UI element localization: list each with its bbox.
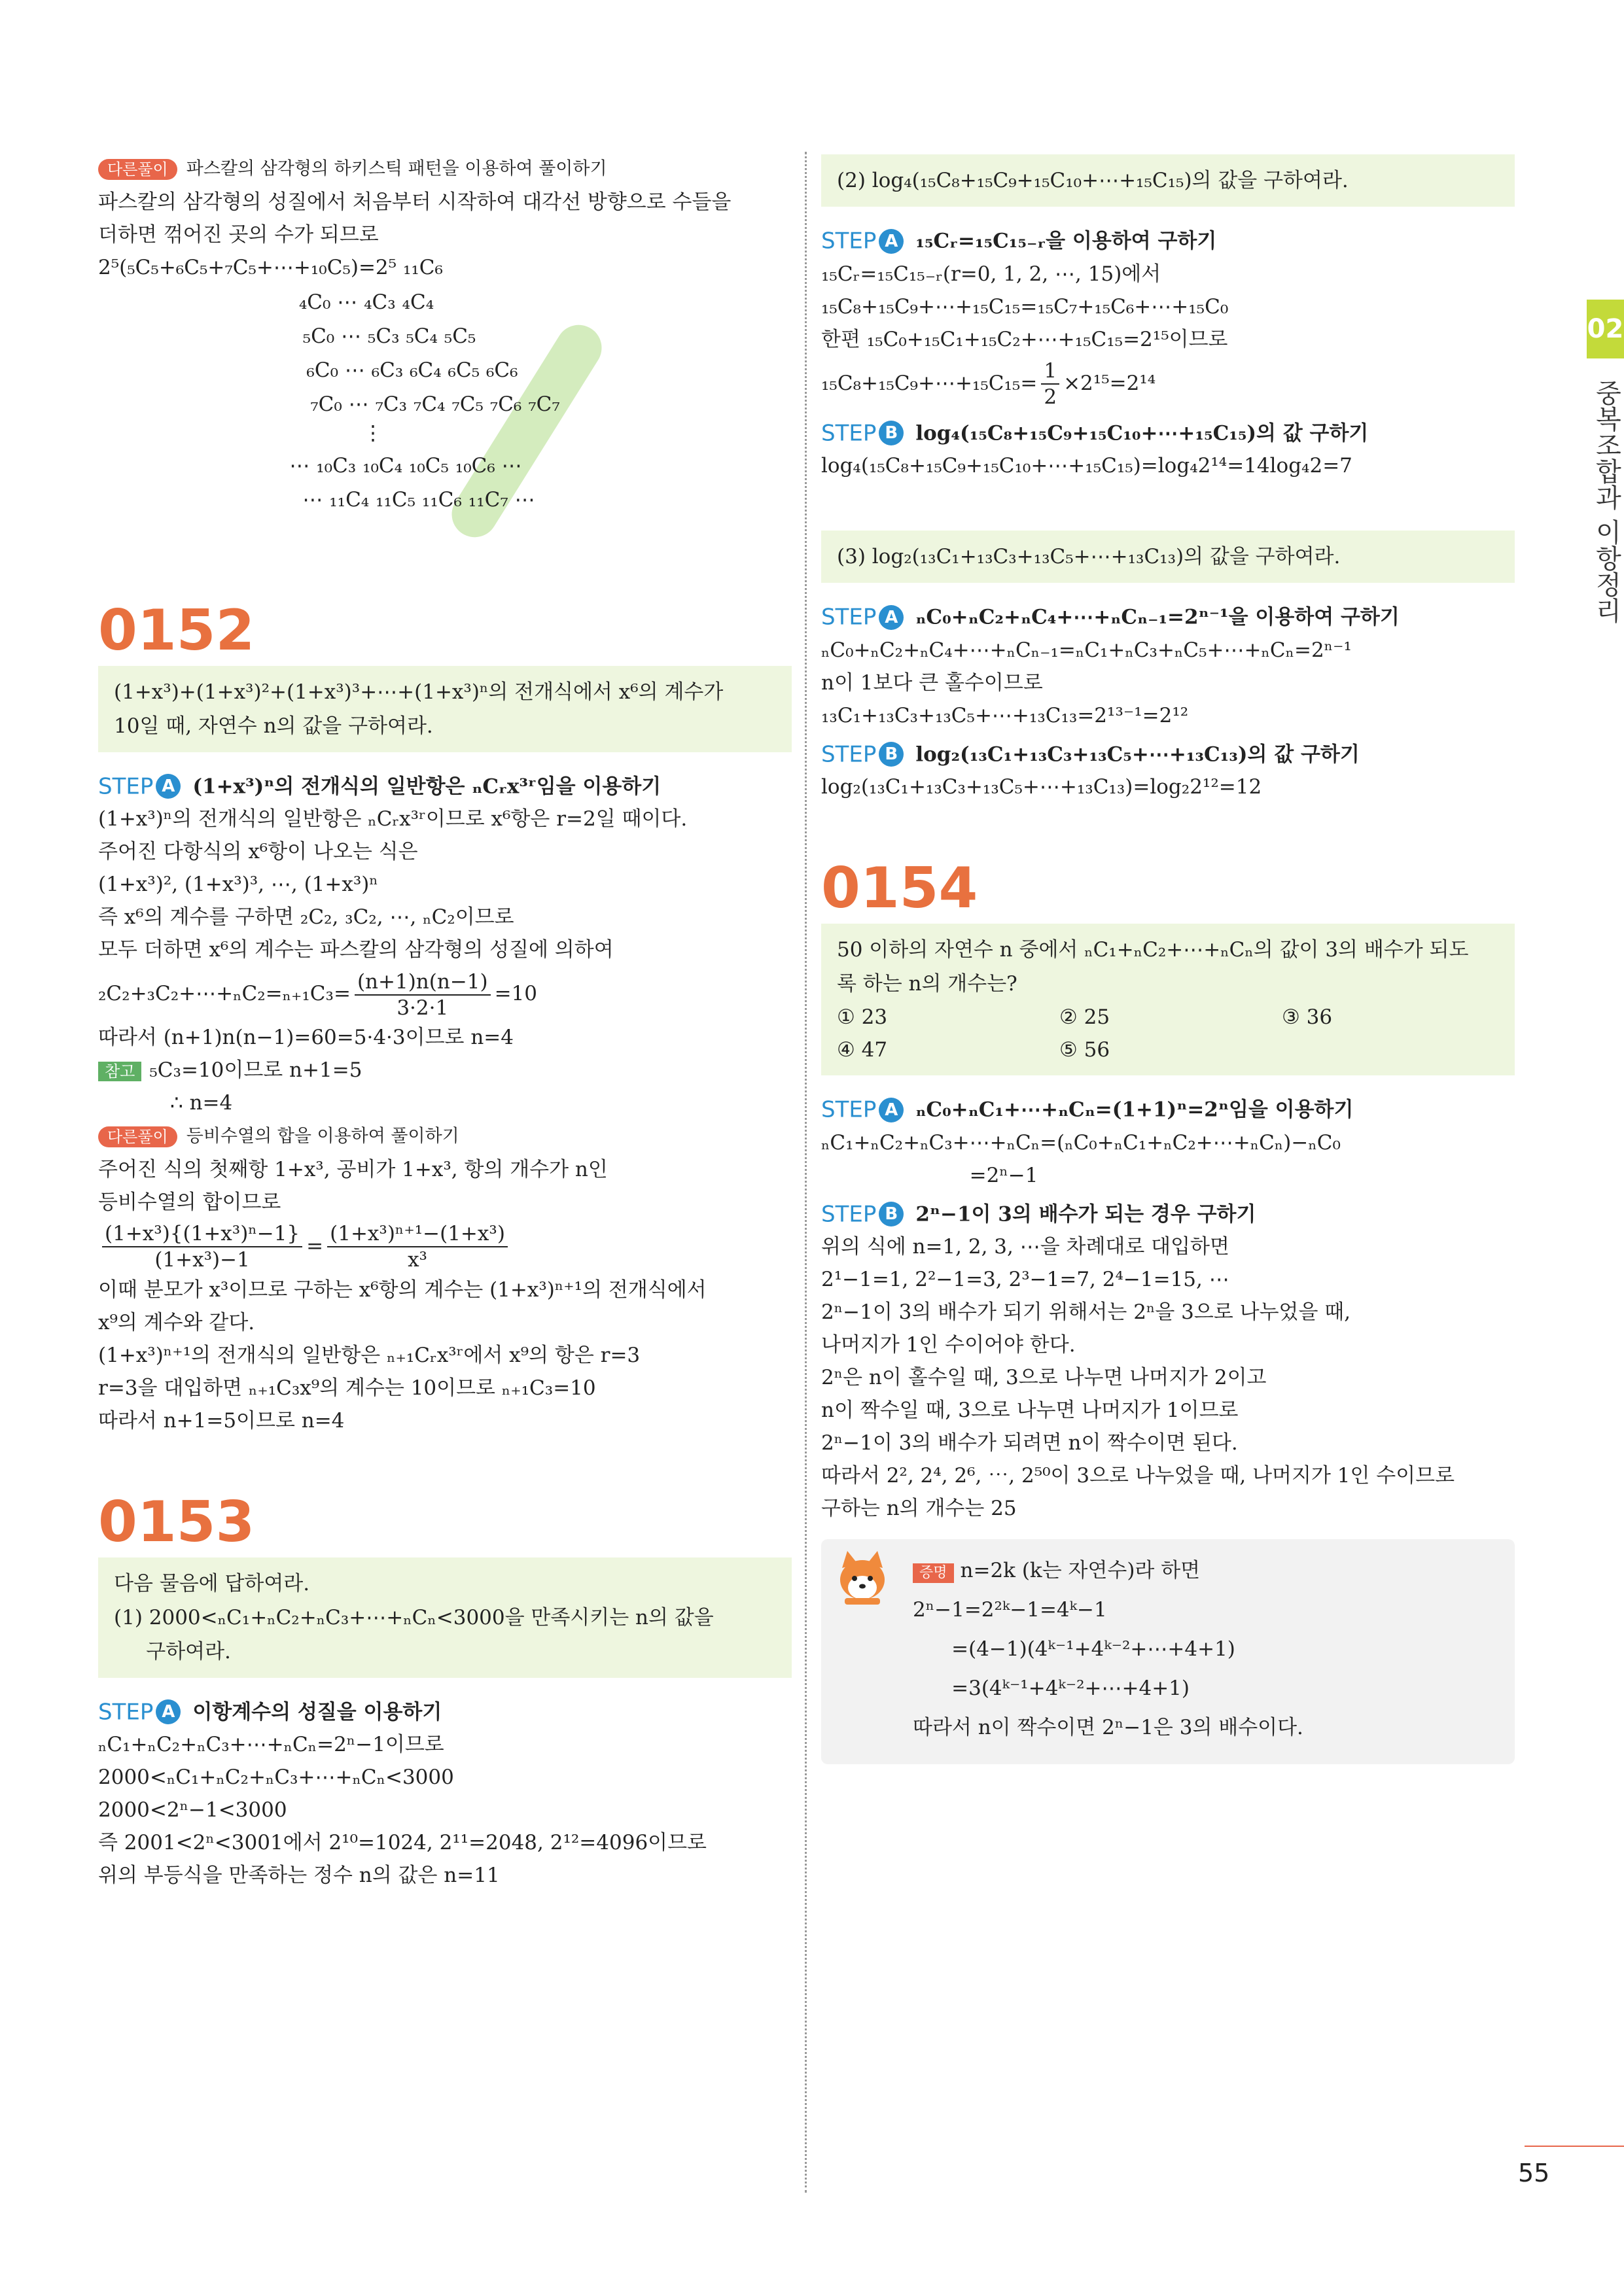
text-line: 따라서 2², 2⁴, 2⁶, ⋯, 2⁵⁰이 3으로 나누었을 때, 나머지가 1인 수이므로 xyxy=(821,1464,1455,1487)
proof-line: 2ⁿ−1=2²ᵏ−1=4ᵏ−1 xyxy=(913,1598,1107,1622)
text-line: 주어진 식의 첫째항 1+x³, 공비가 1+x³, 항의 개수가 n인 xyxy=(98,1157,608,1181)
problem-text: 10일 때, 자연수 n의 값을 구하여라. xyxy=(114,714,433,738)
triangle-row: ₆C₀ ⋯ ₆C₃ ₆C₄ ₆C₅ ₆C₆ xyxy=(306,358,518,382)
text-line: ₁₅Cᵣ=₁₅C₁₅₋ᵣ(r=0, 1, 2, ⋯, 15)에서 xyxy=(821,262,1161,286)
text-line: ₙC₀+ₙC₂+ₙC₄+⋯+ₙCₙ₋₁=ₙC₁+ₙC₃+ₙC₅+⋯+ₙCₙ=2ⁿ⁻¹ xyxy=(821,638,1352,662)
fraction: $\frac{1}{2}$ xyxy=(1041,358,1059,409)
problem-0152 xyxy=(98,598,792,1437)
proof-tag: 증명 xyxy=(913,1563,954,1583)
text-line: ∴ n=4 xyxy=(170,1091,233,1115)
text-line: 더하면 꺾어진 곳의 수가 되므로 xyxy=(98,222,379,247)
text-line: n이 1보다 큰 홀수이므로 xyxy=(821,670,1043,695)
option-1: ① 23 xyxy=(837,1005,888,1029)
option-5: ⑤ 56 xyxy=(1059,1038,1110,1062)
text-line: (1+x³)ⁿ⁺¹의 전개식의 일반항은 ₙ₊₁Cᵣx³ʳ에서 x⁹의 항은 r=3 xyxy=(98,1343,641,1367)
problem-0154 xyxy=(821,856,1515,1764)
text-line: 2ⁿ은 n이 홀수일 때, 3으로 나누면 나머지가 2이고 xyxy=(821,1366,1267,1389)
text-line: 나머지가 1인 수이어야 한다. xyxy=(821,1333,1076,1357)
left-column xyxy=(98,152,792,1892)
text-line: ₙC₁+ₙC₂+ₙC₃+⋯+ₙCₙ=2ⁿ−1이므로 xyxy=(98,1733,444,1756)
text-line: 한편 ₁₅C₀+₁₅C₁+₁₅C₂+⋯+₁₅C₁₅=2¹⁵이므로 xyxy=(821,327,1228,351)
right-column xyxy=(821,152,1515,1764)
text-line: 위의 식에 n=1, 2, 3, ⋯을 차례대로 대입하면 xyxy=(821,1235,1229,1259)
pascal-triangle xyxy=(98,290,792,539)
text-line: 모두 더하면 x⁶의 계수는 파스칼의 삼각형의 성질에 의하여 xyxy=(98,938,614,962)
problem-text: (1) 2000<ₙC₁+ₙC₂+ₙC₃+⋯+ₙCₙ<3000을 만족시키는 n의 값을 xyxy=(114,1605,714,1629)
sum-equation: ₂C₂+₃C₂+⋯+ₙC₂=ₙ₊₁C₃= $\frac{(n+1)n(n-1)}{3\cdot 2\cdot 1}$ =10 xyxy=(98,969,538,1020)
problem-box xyxy=(821,531,1515,583)
page-number: 55 xyxy=(1518,2159,1550,2187)
geometric-sum-equation: $\frac{\text{(1+x³)\{(1+x³)ⁿ−1\}}}{\text{(1+x³)−1}}$ = $\frac{\text{(1+x³)ⁿ⁺¹−(1+x³)}}{\text{x³}}$ xyxy=(98,1219,792,1274)
text-line: ₁₃C₁+₁₃C₃+₁₃C₅+⋯+₁₃C₁₃=2¹³⁻¹=2¹² xyxy=(821,703,1189,727)
triangle-row: ⋮ xyxy=(362,421,383,445)
chapter-title: 중복조합과 이항정리 xyxy=(1591,379,1621,623)
text-line: 이때 분모가 x³이므로 구하는 x⁶항의 계수는 (1+x³)ⁿ⁺¹의 전개식에서 xyxy=(98,1278,707,1302)
problem-text: (1+x³)+(1+x³)²+(1+x³)³+⋯+(1+x³)ⁿ의 전개식에서 x⁶의 계수가 xyxy=(114,680,724,704)
text-line: ₁₅C₈+₁₅C₉+⋯+₁₅C₁₅=₁₅C₇+₁₅C₆+⋯+₁₅C₀ xyxy=(821,294,1229,319)
step-a-heading: STEP A ₙC₀+ₙC₂+ₙC₄+⋯+ₙCₙ₋₁=2ⁿ⁻¹을 이용하여 구하기 xyxy=(821,604,1400,631)
problem-0153 xyxy=(98,1489,792,1892)
step-a-heading: STEP A ₙC₀+ₙC₁+⋯+ₙCₙ=(1+1)ⁿ=2ⁿ임을 이용하기 xyxy=(821,1096,1354,1123)
problem-text: 구하여라. xyxy=(114,1639,231,1663)
fraction: $\frac{\text{(1+x³)\{(1+x³)ⁿ−1\}}}{\text{(1+x³)−1}}$ xyxy=(102,1221,302,1272)
text-line: (1+x³)ⁿ의 전개식의 일반항은 ₙCᵣx³ʳ이므로 x⁶항은 r=2일 때이다. xyxy=(98,807,688,831)
step-a-heading: STEP A (1+x³)ⁿ의 전개식의 일반항은 ₙCᵣx³ʳ임을 이용하기 xyxy=(98,773,662,799)
option-4: ④ 47 xyxy=(837,1038,888,1062)
text-line: 2ⁿ−1이 3의 배수가 되려면 n이 짝수이면 된다. xyxy=(821,1431,1238,1455)
problem-box xyxy=(98,1557,792,1678)
option-2: ② 25 xyxy=(1059,1005,1110,1029)
step-b-heading: STEP B log₄(₁₅C₈+₁₅C₉+₁₅C₁₀+⋯+₁₅C₁₅)의 값 구하기 xyxy=(821,420,1369,446)
problem-number: 0154 xyxy=(821,856,978,921)
text-line: 주어진 다항식의 x⁶항이 나오는 식은 xyxy=(98,840,418,863)
question-3 xyxy=(821,531,1515,803)
triangle-row: ₅C₀ ⋯ ₅C₃ ₅C₄ ₅C₅ xyxy=(302,324,476,348)
text-line: 2000<ₙC₁+ₙC₂+ₙC₃+⋯+ₙCₙ<3000 xyxy=(98,1765,454,1789)
answer-options xyxy=(837,1001,1499,1066)
proof-line: 증명 n=2k (k는 자연수)라 하면 xyxy=(913,1551,1502,1590)
note-tag: 참고 xyxy=(98,1062,141,1081)
problem-text: 다음 물음에 답하여라. xyxy=(114,1571,310,1595)
step-a-heading: STEP A ₁₅Cᵣ=₁₅C₁₅₋ᵣ을 이용하여 구하기 xyxy=(821,228,1217,254)
text-line: log₄(₁₅C₈+₁₅C₉+₁₅C₁₀+⋯+₁₅C₁₅)=log₄2¹⁴=14log₄2=7 xyxy=(821,454,1352,478)
fox-mascot-icon xyxy=(833,1548,892,1607)
text-line: 파스칼의 삼각형의 성질에서 처음부터 시작하여 대각선 방향으로 수들을 xyxy=(98,190,732,214)
text-line: 즉 2001<2ⁿ<3001에서 2¹⁰=1024, 2¹¹=2048, 2¹²=4096이므로 xyxy=(98,1831,707,1854)
problem-number: 0152 xyxy=(98,597,255,663)
problem-text: (3) log₂(₁₃C₁+₁₃C₃+₁₃C₅+⋯+₁₃C₁₃)의 값을 구하여라. xyxy=(837,545,1341,568)
fraction: $\frac{\text{(1+x³)ⁿ⁺¹−(1+x³)}}{\text{x³}}$ xyxy=(327,1221,508,1272)
triangle-row: ⋯ ₁₀C₃ ₁₀C₄ ₁₀C₅ ₁₀C₆ ⋯ xyxy=(289,453,522,478)
alt-solution-heading: 다른풀이 등비수열의 합을 이용하여 풀이하기 xyxy=(98,1119,792,1153)
alt-solution-tag: 다른풀이 xyxy=(98,159,177,180)
conclusion: 따라서 (n+1)n(n−1)=60=5·4·3이므로 n=4 xyxy=(98,1026,514,1049)
problem-box xyxy=(98,666,792,752)
note: 참고 ₅C₃=10이므로 n+1=5 xyxy=(98,1054,792,1087)
alt-solution-title: 파스칼의 삼각형의 하키스틱 패턴을 이용하여 풀이하기 xyxy=(186,158,607,179)
alt-solution-tag: 다른풀이 xyxy=(98,1126,177,1147)
problem-box xyxy=(821,924,1515,1075)
step-b-heading: STEP B 2ⁿ−1이 3의 배수가 되는 경우 구하기 xyxy=(821,1201,1256,1227)
text-line: log₂(₁₃C₁+₁₃C₃+₁₃C₅+⋯+₁₃C₁₃)=log₂2¹²=12 xyxy=(821,775,1262,799)
text-line: 위의 부등식을 만족하는 정수 n의 값은 n=11 xyxy=(98,1864,500,1887)
proof-line: 따라서 n이 짝수이면 2ⁿ−1은 3의 배수이다. xyxy=(913,1716,1303,1739)
text-line: 2⁵(₅C₅+₆C₅+₇C₅+⋯+₁₀C₅)=2⁵ ₁₁C₆ xyxy=(98,255,443,279)
text-line: 따라서 n+1=5이므로 n=4 xyxy=(98,1408,345,1433)
text-line: 2¹−1=1, 2²−1=3, 2³−1=7, 2⁴−1=15, ⋯ xyxy=(821,1268,1229,1291)
text-line: r=3을 대입하면 ₙ₊₁C₃x⁹의 계수는 10이므로 ₙ₊₁C₃=10 xyxy=(98,1376,596,1400)
triangle-row: ₇C₀ ⋯ ₇C₃ ₇C₄ ₇C₅ ₇C₆ ₇C₇ xyxy=(310,392,560,416)
text-line: n이 짝수일 때, 3으로 나누면 나머지가 1이므로 xyxy=(821,1399,1239,1422)
triangle-row: ⋯ ₁₁C₄ ₁₁C₅ ₁₁C₆ ₁₁C₇ ⋯ xyxy=(302,487,535,512)
text-line: =2ⁿ−1 xyxy=(821,1163,1038,1187)
text-line: 2ⁿ−1이 3의 배수가 되기 위해서는 2ⁿ을 3으로 나누었을 때, xyxy=(821,1300,1351,1324)
problem-number: 0153 xyxy=(98,1489,255,1555)
text-line: (1+x³)², (1+x³)³, ⋯, (1+x³)ⁿ xyxy=(98,873,378,896)
alt-solution-hockey-stick xyxy=(98,152,792,539)
chapter-tab: 02 xyxy=(1587,300,1624,358)
proof-box xyxy=(821,1539,1515,1764)
text-line: 구하는 n의 개수는 25 xyxy=(821,1497,1017,1520)
problem-box xyxy=(821,154,1515,207)
problem-text: (2) log₄(₁₅C₈+₁₅C₉+₁₅C₁₀+⋯+₁₅C₁₅)의 값을 구하여라. xyxy=(837,169,1349,192)
text-line: 2000<2ⁿ−1<3000 xyxy=(98,1798,287,1822)
step-a-heading: STEP A 이항계수의 성질을 이용하기 xyxy=(98,1699,442,1725)
column-divider xyxy=(805,152,807,2193)
step-b-heading: STEP B log₂(₁₃C₁+₁₃C₃+₁₃C₅+⋯+₁₃C₁₃)의 값 구하기 xyxy=(821,741,1360,767)
proof-line: =(4−1)(4ᵏ⁻¹+4ᵏ⁻²+⋯+4+1) xyxy=(913,1637,1235,1661)
fraction: $\frac{(n+1)n(n-1)}{3\cdot 2\cdot 1}$ xyxy=(355,969,491,1020)
text-line: x⁹의 계수와 같다. xyxy=(98,1310,255,1334)
page-number-rule xyxy=(1525,2146,1624,2147)
option-3: ③ 36 xyxy=(1282,1005,1333,1029)
question-2 xyxy=(821,154,1515,482)
problem-text: 50 이하의 자연수 n 중에서 ₙC₁+ₙC₂+⋯+ₙCₙ의 값이 3의 배수가 되도 xyxy=(837,938,1469,962)
triangle-row: ₄C₀ ⋯ ₄C₃ ₄C₄ xyxy=(298,290,434,314)
text-line: 등비수열의 합이므로 xyxy=(98,1190,281,1214)
text-line: ₙC₁+ₙC₂+ₙC₃+⋯+ₙCₙ=(ₙC₀+ₙC₁+ₙC₂+⋯+ₙCₙ)−ₙC₀ xyxy=(821,1130,1341,1155)
text-line: 즉 x⁶의 계수를 구하면 ₂C₂, ₃C₂, ⋯, ₙC₂이므로 xyxy=(98,905,514,929)
half-equation: ₁₅C₈+₁₅C₉+⋯+₁₅C₁₅= $\frac{1}{2}$ ×2¹⁵=2¹⁴ xyxy=(821,359,1156,409)
proof-line: =3(4ᵏ⁻¹+4ᵏ⁻²+⋯+4+1) xyxy=(913,1677,1190,1700)
problem-text: 록 하는 n의 개수는? xyxy=(837,972,1017,996)
